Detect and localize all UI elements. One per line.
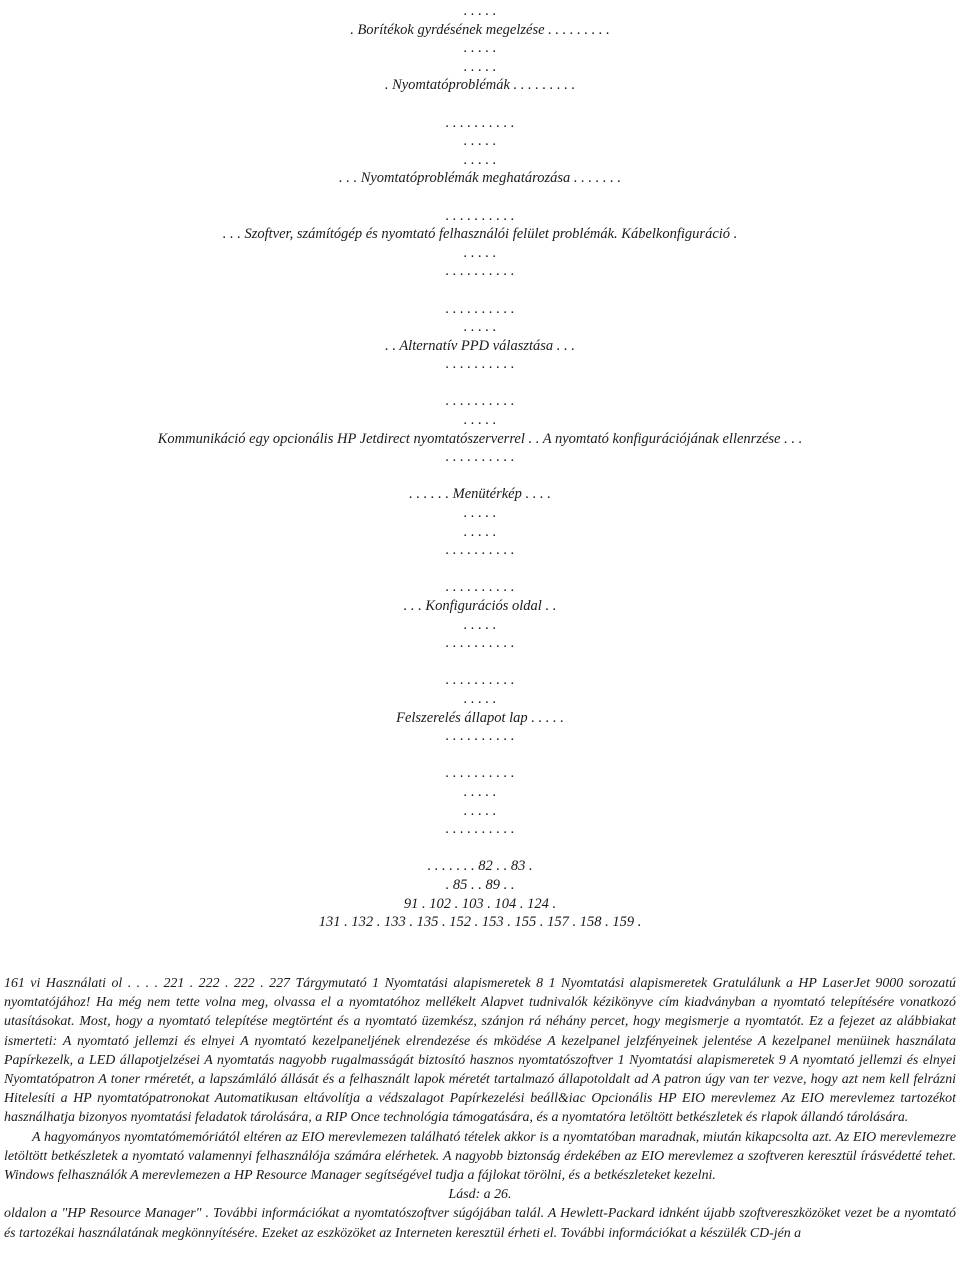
toc-line: . . . Konfigurációs oldal . . <box>403 598 557 614</box>
toc-line <box>0 746 960 765</box>
body-text <box>4 974 956 1243</box>
toc-line: . . . . . . . . . . <box>445 207 515 224</box>
toc-line: 131 . 132 . 133 . 135 . 152 . 153 . 155 . 157 . 158 . 159 . <box>318 914 642 931</box>
toc-line: . . . . . . . . . . <box>445 765 515 782</box>
toc-line: . . . Nyomtatóproblémák meghatározása . . . . . . . <box>338 170 622 187</box>
toc-line: . . . . . . . . . . <box>445 114 515 131</box>
toc-line <box>0 932 960 951</box>
toc-line: Felszerelés állapot lap . . . . . <box>396 709 564 726</box>
toc-line <box>0 95 960 114</box>
toc-line: . . . . . <box>463 523 497 540</box>
paragraph-1: 161 vi Használati ol . . . . 221 . 222 . 222 . 227 Tárgymutató 1 Nyomtatási alapismeretek 8 1 Nyomtatási alapismeretek Gratulálunk a HP LaserJet 9000 sorozatú nyomtatójához! Ha még nem tette volna meg, olvassa el a nyomtatóhoz mellékelt Alapvet tudnivalók kézikönyve cím kiadványban a nyomtató telepítésére vonatkozó utasításokat. Most, hogy a nyomtató telepítése megtörtént és a nyomtató üzemkész, szánjon rá néhány percet, hogy megismerje a nyomtatót. Ez a fejezet az alábbiakat ismerteti: A nyomtató jellemzi és elnyei A nyomtató kezelpaneljének elrendezése és mködése A kezelpanel jelzfényeinek jelentése A kezelpanel menüinek használata Papírkezelk, a LED állapotjelzései A nyomtatás nagyobb rugalmasságát biztosító hasznos nyomtatószoftver 1 Nyomtatási alapismeretek 9 A nyomtató jellemzi és elnyei Nyomtatópatron A toner rméretét, a lapszámláló állását és a felhasznált lapok méretét tartalmazó állapotoldalt ad A patron úgy van ter vezve, hogy azt nem kell felrázni Hitelesíti a HP nyomtatópatronokat Automatikusan eltávolítja a védszalagot Papírkezelési beáll&iac Opcionális HP EIO merevlemez Az EIO merevlemez tartozékot használhatja bizonyos nyomtatási feladatok tárolására, a RIP Once technológia támogatására, és a nyomtatóra letöltött betkészletek és rlapok állandó tárolására. <box>4 976 956 1126</box>
toc-line <box>0 374 960 393</box>
toc-line: . . . . . <box>463 3 497 19</box>
toc-line: 91 . 102 . 103 . 104 . 124 . <box>403 895 557 912</box>
toc-line: . . . . . . . . . . <box>445 579 515 596</box>
toc-line: . . . . . . . . . . <box>445 449 515 466</box>
paragraph-2: A hagyományos nyomtatómemóriától eltéren az EIO merevlemezen található tételek akkor is a nyomtatóban maradnak, miután kikapcsolta azt. Az EIO merevlemezre letöltött betkészletek a nyomtató valamennyi felhasználója számára elérhetek. A nagyobb biztonság érdekében az EIO merevlemez a szoftveren keresztül írásvédetté tehet. Windows felhasználók A merevlemezen a HP Resource Manager segítségével tudja a fájlokat törölni, és a betkészleteket kezelni. <box>4 1129 956 1184</box>
table-of-contents <box>0 2 960 950</box>
toc-line: . 85 . . 89 . . <box>445 876 515 893</box>
toc-line <box>0 188 960 207</box>
toc-line: . . . . . <box>463 690 497 707</box>
toc-line: . . . . . <box>463 783 497 800</box>
toc-line <box>0 560 960 579</box>
toc-line: . . . . . <box>463 802 497 819</box>
toc-line: . . . . . <box>463 58 497 75</box>
toc-line: . . . . . . . . . . <box>445 821 515 838</box>
toc-line: . . . . . <box>463 319 497 336</box>
toc-line: . . . . . <box>463 412 497 429</box>
toc-line: . . . . . <box>463 133 497 150</box>
toc-line: . . . . . . . . . . <box>445 263 515 280</box>
toc-line <box>0 839 960 858</box>
toc-line: . . . . . <box>463 505 497 522</box>
toc-line: . . . . . . . . . . <box>445 300 515 317</box>
toc-line: . . . . . . Menütérkép . . . . <box>409 486 551 503</box>
toc-line: . . . . . <box>463 40 497 57</box>
toc-line <box>0 281 960 300</box>
toc-line: . . . . . <box>463 244 497 261</box>
toc-line: . . . . . . . 82 . . 83 . <box>427 858 533 875</box>
paragraph-4: oldalon a "HP Resource Manager" . További információkat a nyomtatószoftver súgójában talál. A Hewlett-Packard idnként újabb szoftvereszközöket vezet be a nyomtató és tartozékai használatának megkönnyítésére. Ezeket az eszközöket az Interneten keresztül érheti el. További információkat a készülék CD-jén a <box>4 1206 956 1241</box>
toc-line: . Borítékok gyrdésének megelzése . . . . . . . . . <box>350 21 610 38</box>
toc-line: . . . . . . . . . . <box>445 542 515 559</box>
toc-line <box>0 467 960 486</box>
toc-line <box>0 653 960 672</box>
toc-line: . . . . . . . . . . <box>445 393 515 410</box>
toc-line: . . Alternatív PPD választása . . . <box>385 337 575 354</box>
toc-line: . . . . . <box>463 151 497 168</box>
paragraph-3: Lásd: a 26. <box>448 1187 512 1203</box>
toc-line: . . . Szoftver, számítógép és nyomtató felhasználói felület problémák. Kábelkonfiguráció . <box>222 226 738 243</box>
toc-line: . Nyomtatóproblémák . . . . . . . . . <box>384 77 576 94</box>
toc-line: . . . . . . . . . . <box>445 672 515 689</box>
toc-line: . . . . . <box>463 616 497 633</box>
toc-line: Kommunikáció egy opcionális HP Jetdirect nyomtatószerverrel . . A nyomtató konfigurációjának ellenrzése . . . <box>157 430 803 447</box>
toc-line: . . . . . . . . . . <box>445 635 515 652</box>
toc-line: . . . . . . . . . . <box>445 356 515 373</box>
toc-line: . . . . . . . . . . <box>445 728 515 745</box>
